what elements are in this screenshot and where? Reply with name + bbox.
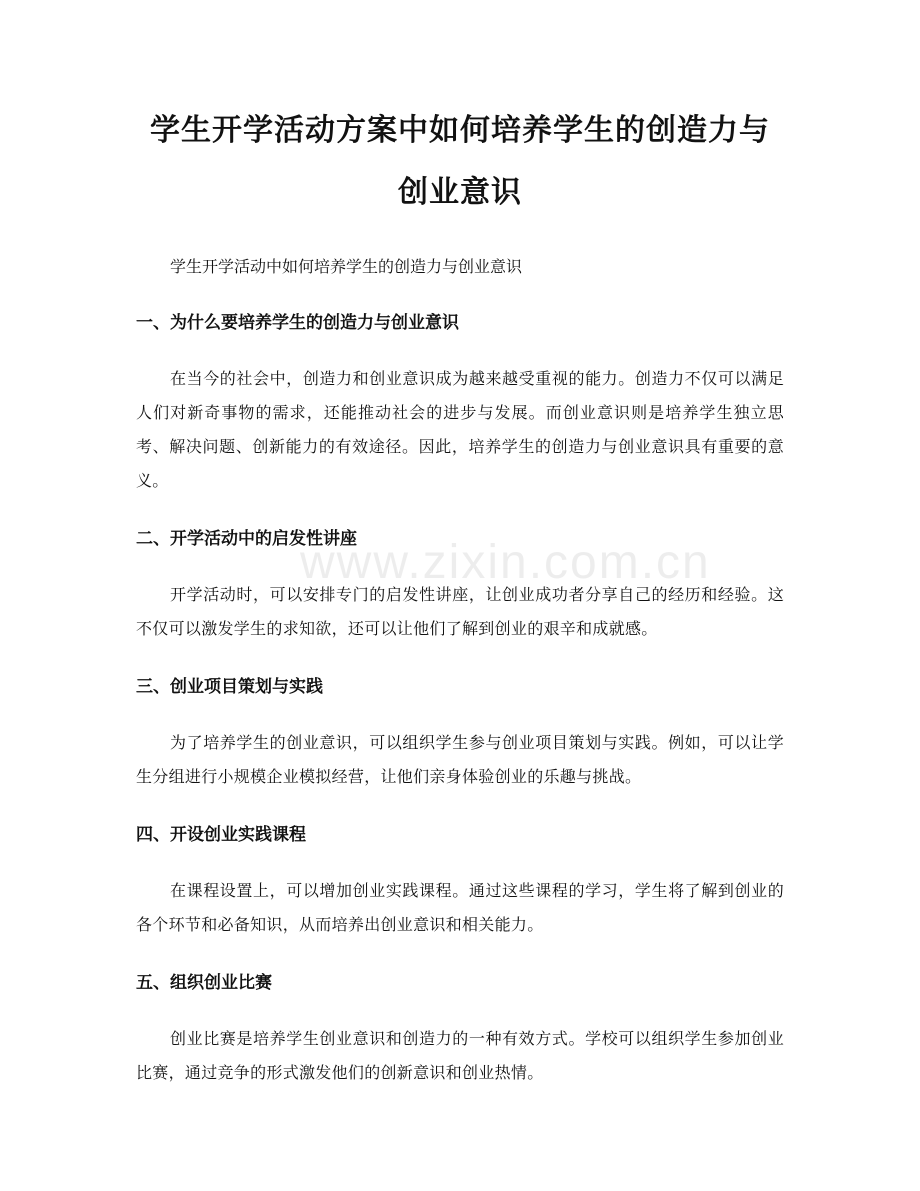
watermark: www.zixin.com.cn — [300, 536, 711, 589]
section-body: 创业比赛是培养学生创业意识和创造力的一种有效方式。学校可以组织学生参加创业比赛，通过竞争的形式激发他们的创新意识和创业热情。 — [136, 1029, 784, 1082]
section-heading: 四、开设创业实践课程 — [136, 825, 306, 845]
section-5 — [136, 968, 784, 1090]
section-heading: 三、创业项目策划与实践 — [136, 677, 323, 697]
section-1 — [136, 308, 784, 498]
section-4 — [136, 820, 784, 942]
section-body: 开学活动时，可以安排专门的启发性讲座，让创业成功者分享自己的经历和经验。这不仅可以激发学生的求知欲，还可以让他们了解到创业的艰辛和成就感。 — [136, 585, 784, 638]
document-intro: 学生开学活动中如何培养学生的创造力与创业意识 — [170, 257, 523, 276]
section-body: 为了培养学生的创业意识，可以组织学生参与创业项目策划与实践。例如，可以让学生分组进行小规模企业模拟经营，让他们亲身体验创业的乐趣与挑战。 — [136, 733, 784, 786]
section-heading: 一、为什么要培养学生的创造力与创业意识 — [136, 313, 459, 333]
section-3 — [136, 672, 784, 794]
section-2 — [136, 524, 784, 646]
section-heading: 五、组织创业比赛 — [136, 973, 272, 993]
section-body: 在当今的社会中，创造力和创业意识成为越来越受重视的能力。创造力不仅可以满足人们对新奇事物的需求，还能推动社会的进步与发展。而创业意识则是培养学生独立思考、解决问题、创新能力的有效途径。因此，培养学生的创造力与创业意识具有重要的意义。 — [136, 369, 784, 490]
section-heading: 二、开学活动中的启发性讲座 — [136, 529, 357, 549]
section-body: 在课程设置上，可以增加创业实践课程。通过这些课程的学习，学生将了解到创业的各个环节和必备知识，从而培养出创业意识和相关能力。 — [136, 881, 784, 934]
document-title: 学生开学活动方案中如何培养学生的创造力与创业意识 — [150, 113, 770, 210]
